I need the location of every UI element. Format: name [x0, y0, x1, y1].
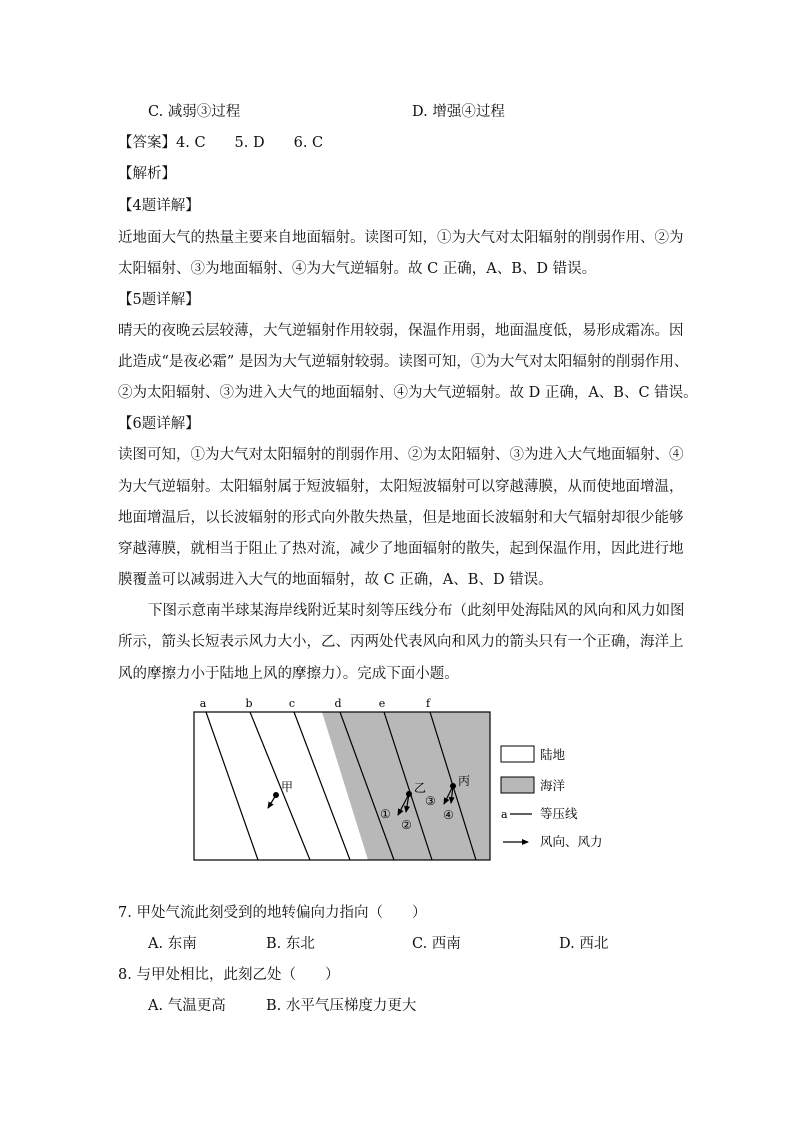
- q4-line: 太阳辐射、③为地面辐射、④为大气逆辐射。故 C 正确，A、B、D 错误。: [118, 261, 597, 277]
- q6-line: 地面增温后，以长波辐射的形式向外散失热量，但是地面长波辐射和大气辐射却很少能够: [118, 510, 684, 526]
- q8-stem: 8. 与甲处相比，此刻乙处（ ）: [118, 967, 340, 983]
- analysis-heading: 【解析】: [118, 166, 176, 182]
- q5-line: 晴天的夜晚云层较薄，大气逆辐射作用较弱，保温作用弱，地面温度低，易形成霜冻。因: [118, 323, 684, 339]
- answer-line: 【答案】4. C 5. D 6. C: [118, 135, 324, 151]
- arrow-label-2: ②: [401, 818, 412, 832]
- arrow-label-4: ④: [443, 808, 454, 822]
- intro-line: 风的摩擦力小于陆地上风的摩擦力）。完成下面小题。: [118, 666, 459, 682]
- q6-line: 穿越薄膜，就相当于阻止了热对流，减少了地面辐射的散失，起到保温作用，因此进行地: [118, 541, 684, 557]
- legend-isobar-key: a: [501, 808, 508, 821]
- label-jia: 甲: [281, 780, 294, 794]
- isobar-label: e: [378, 697, 386, 710]
- q8-option-b: B. 水平气压梯度力更大: [266, 998, 417, 1014]
- q8-option-a: A. 气温更高: [148, 998, 226, 1014]
- isobar-label: c: [288, 697, 296, 710]
- q7-option-c: C. 西南: [412, 936, 461, 952]
- q7-stem: 7. 甲处气流此刻受到的地转偏向力指向（ ）: [118, 905, 427, 921]
- q4-line: 近地面大气的热量主要来自地面辐射。读图可知，①为大气对太阳辐射的削弱作用、②为: [118, 230, 684, 246]
- legend-land-swatch: [501, 746, 534, 762]
- legend-land-label: 陆地: [540, 747, 566, 762]
- q5-line: 此造成“是夜必霜” 是因为大气逆辐射较弱。读图可知，①为大气对太阳辐射的削弱作用、: [118, 354, 689, 370]
- q6-line: 为大气逆辐射。太阳辐射属于短波辐射，太阳短波辐射可以穿越薄膜，从而使地面增温，: [118, 479, 684, 495]
- legend-sea-label: 海洋: [540, 778, 566, 793]
- option-c: C. 减弱③过程: [148, 104, 241, 120]
- q6-line: 膜覆盖可以减弱进入大气的地面辐射，故 C 正确，A、B、D 错误。: [118, 572, 553, 588]
- q5-heading: 【5题详解】: [118, 292, 200, 308]
- q6-heading: 【6题详解】: [118, 416, 200, 432]
- legend-sea-swatch: [501, 777, 534, 793]
- label-yi: 乙: [414, 781, 427, 795]
- isobar-label: d: [334, 697, 342, 710]
- q7-option-a: A. 东南: [148, 936, 197, 952]
- q5-line: ②为太阳辐射、③为进入大气的地面辐射、④为大气逆辐射。故 D 正确，A、B、C 错误。: [118, 385, 698, 401]
- arrow-label-3: ③: [425, 794, 436, 808]
- legend-isobar-label: 等压线: [540, 806, 578, 821]
- isobar-label: b: [245, 697, 253, 710]
- intro-line: 所示，箭头长短表示风力大小，乙、丙两处代表风向和风力的箭头只有一个正确，海洋上: [118, 634, 684, 650]
- q6-line: 读图可知，①为大气对太阳辐射的削弱作用、②为太阳辐射、③为进入大气地面辐射、④: [118, 447, 684, 463]
- intro-line: 下图示意南半球某海岸线附近某时刻等压线分布（此刻甲处海陆风的风向和风力如图: [148, 603, 685, 619]
- isobar-label: a: [199, 697, 207, 710]
- isobar-label: f: [425, 697, 431, 710]
- q4-heading: 【4题详解】: [118, 198, 200, 214]
- option-d: D. 增强④过程: [412, 104, 505, 120]
- label-bing: 丙: [458, 774, 471, 788]
- arrow-label-1: ①: [380, 807, 391, 821]
- q7-option-d: D. 西北: [559, 936, 609, 952]
- legend-wind-label: 风向、风力: [540, 834, 603, 849]
- q7-option-b: B. 东北: [266, 936, 315, 952]
